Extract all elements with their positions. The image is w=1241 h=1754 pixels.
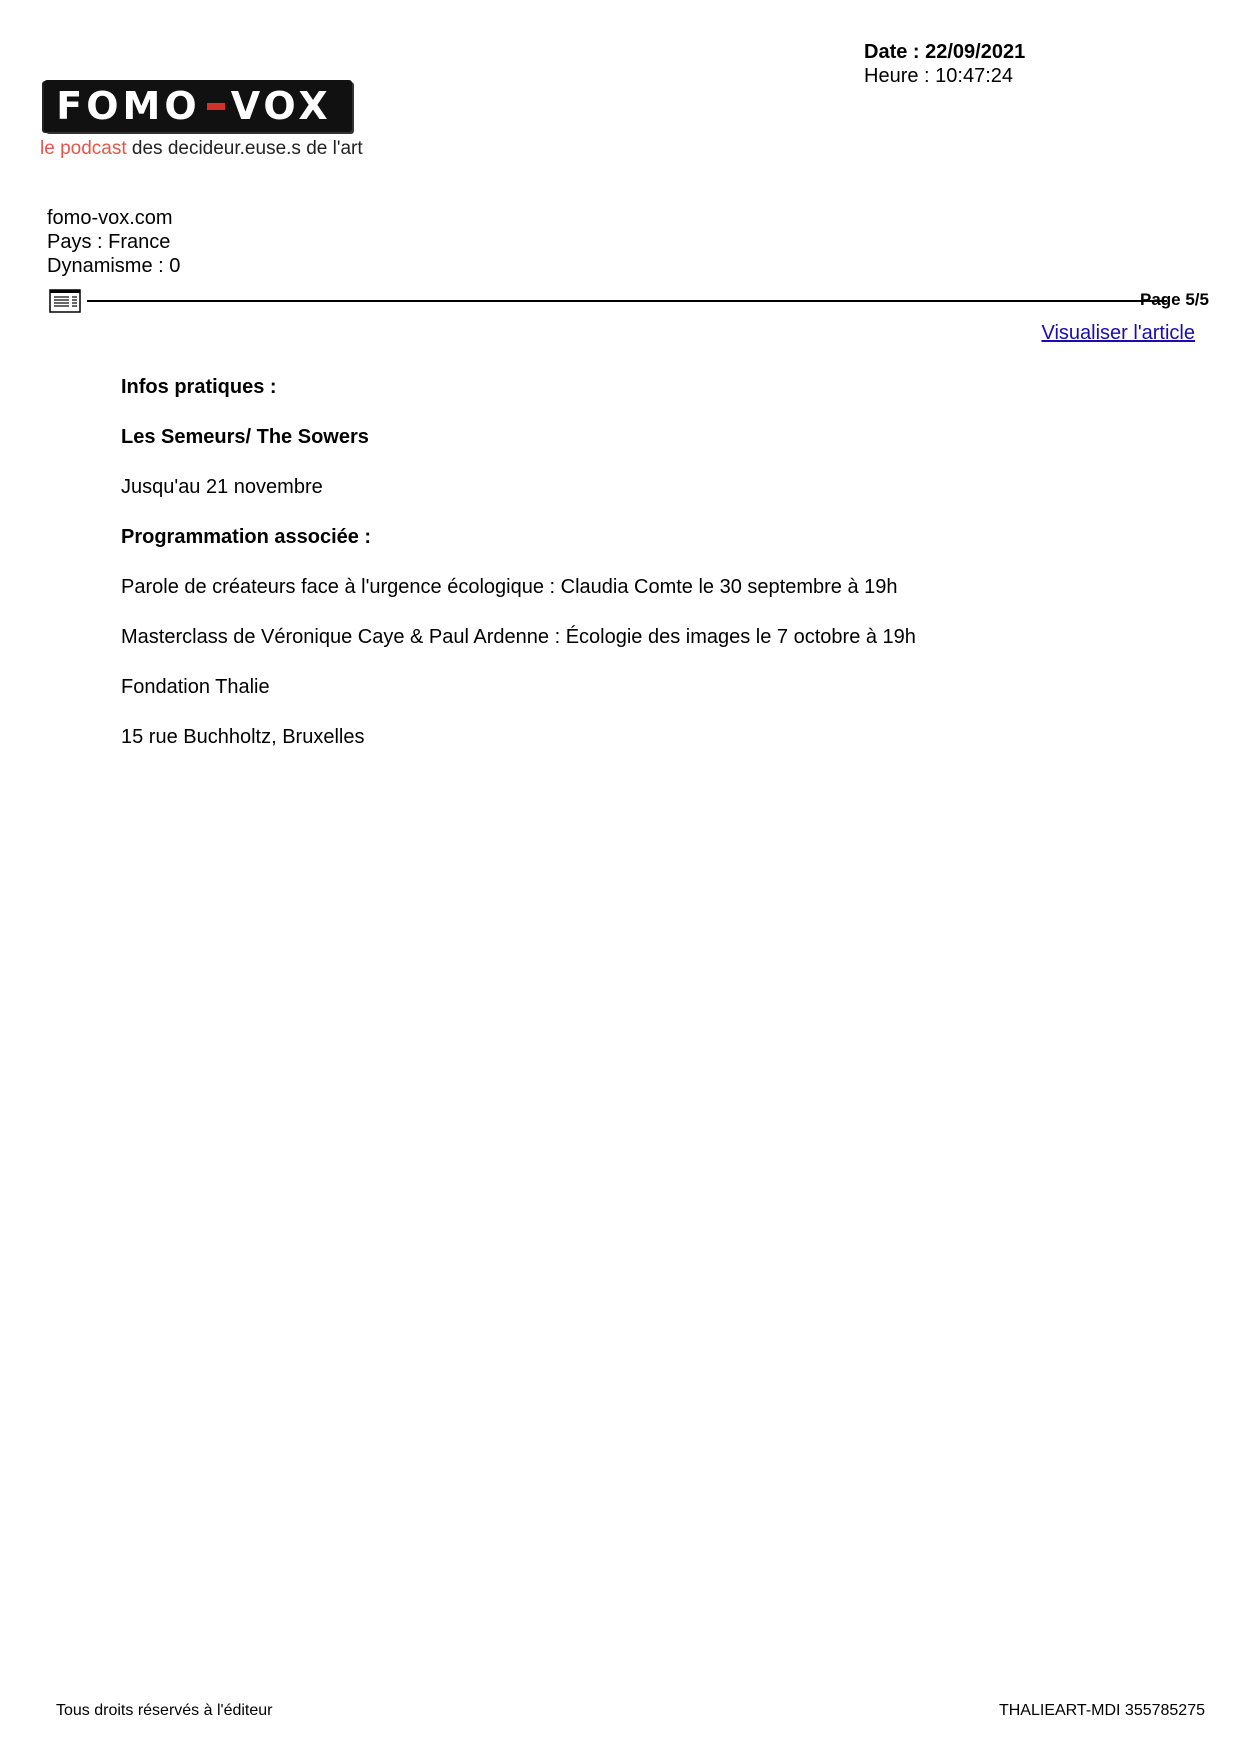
source-dynamism: Dynamisme : 0 (47, 255, 181, 277)
article-paragraph: Programmation associée : (121, 526, 372, 548)
article-paragraph: Jusqu'au 21 novembre (121, 476, 323, 498)
source-info (47, 206, 180, 278)
source-site: fomo-vox.com (47, 207, 173, 229)
article-paragraph: Parole de créateurs face à l'urgence écologique : Claudia Comte le 30 septembre à 19h (121, 576, 898, 598)
logo-tagline-accent: le podcast (40, 138, 127, 159)
horizontal-rule (87, 300, 1167, 302)
article-content (121, 376, 1121, 776)
time-label: Heure : 10:47:24 (864, 65, 1013, 87)
logo-tagline (40, 138, 363, 160)
footer-reference: THALIEART-MDI 355785275 (998, 1702, 1205, 1719)
article-paragraph: 15 rue Buchholtz, Bruxelles (121, 726, 365, 748)
article-paragraph: Fondation Thalie (121, 676, 270, 698)
page-header-rule (49, 289, 1209, 315)
article-paragraph: Infos pratiques : (121, 376, 277, 398)
article-paragraph: Les Semeurs/ The Sowers (121, 426, 369, 448)
logo-dash (207, 103, 225, 110)
article-icon (49, 289, 81, 313)
article-paragraph: Masterclass de Véronique Caye & Paul Ardenne : Écologie des images le 7 octobre à 19h (121, 626, 916, 648)
logo-tagline-rest: des decideur.euse.s de l'art (126, 138, 363, 159)
date-time-block (864, 40, 1025, 88)
fomo-vox-logo (40, 80, 363, 162)
footer-rights: Tous droits réservés à l'éditeur (56, 1702, 273, 1719)
date-label: Date : 22/09/2021 (864, 41, 1026, 63)
page-number: Page 5/5 (1140, 290, 1209, 309)
source-country: Pays : France (47, 231, 171, 253)
view-article-link[interactable]: Visualiser l'article (1041, 322, 1195, 344)
logo-word-right: VOX (230, 84, 332, 128)
logo-wordmark (40, 80, 348, 132)
logo-word-left: FOMO (56, 84, 201, 128)
